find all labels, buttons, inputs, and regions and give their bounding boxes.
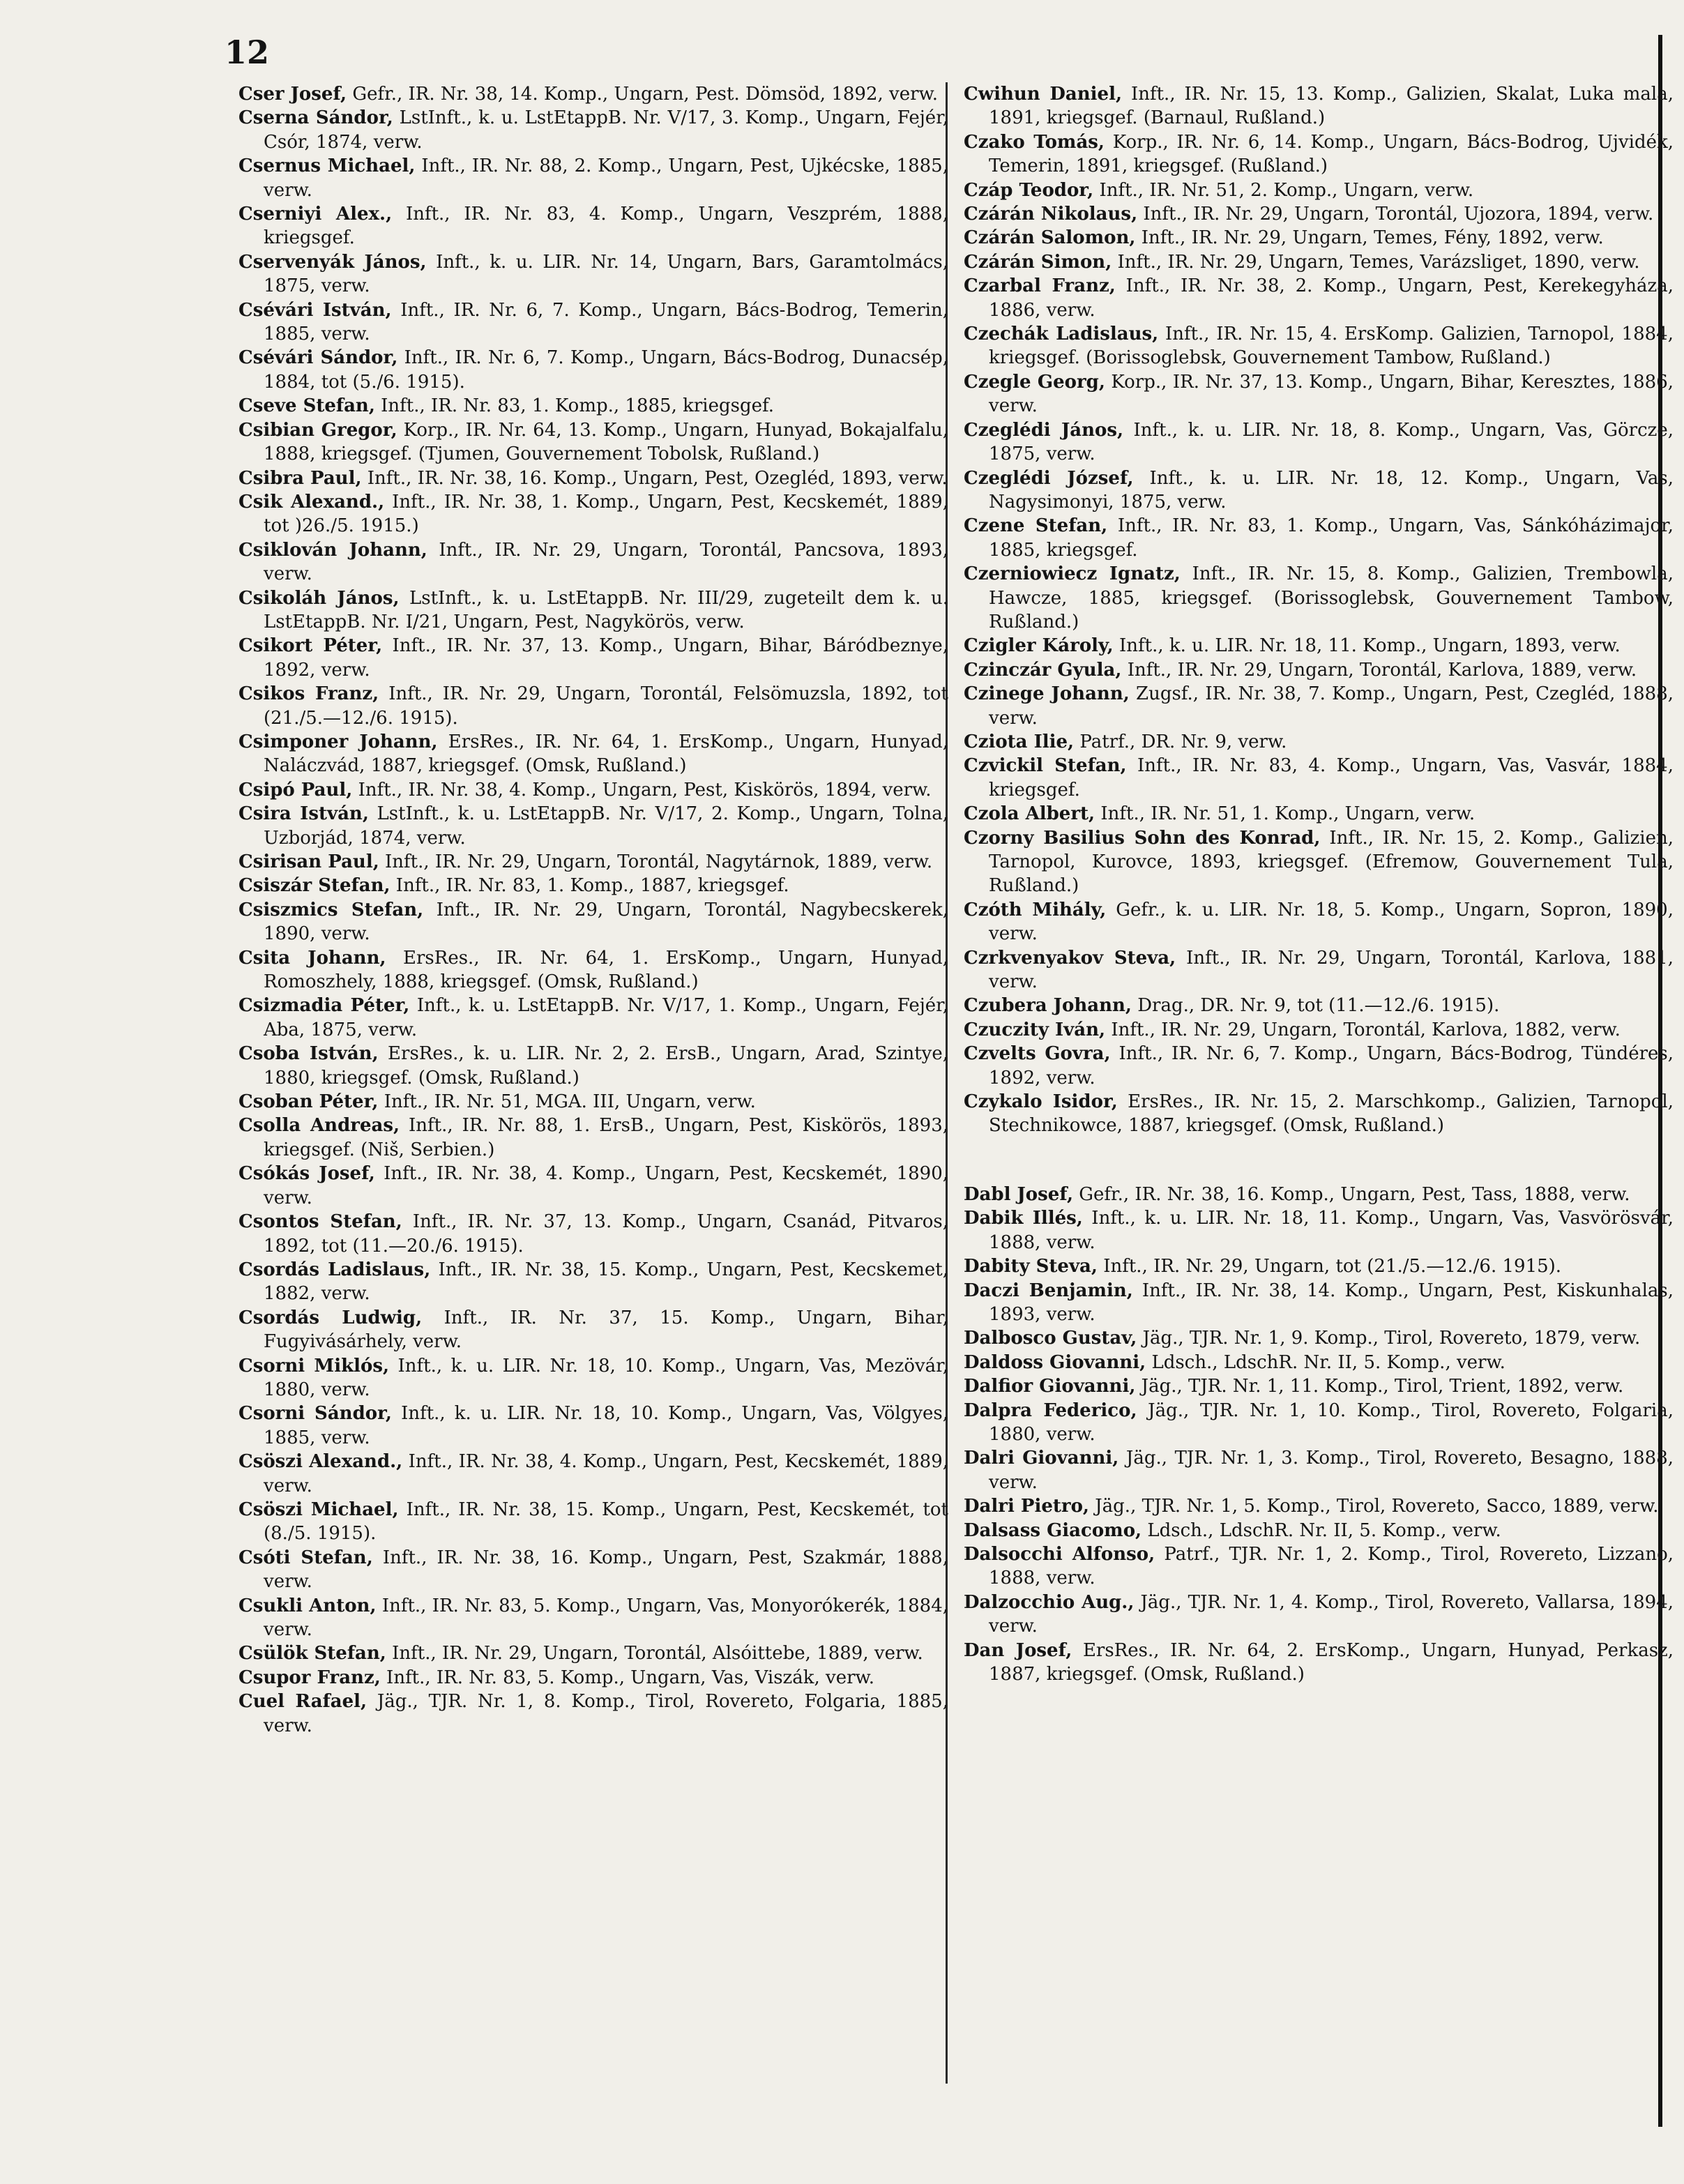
entry-details: Jäg., TJR. Nr. 1, 5. Komp., Tirol, Rovereto, Sacco, 1889, verw. — [1095, 1496, 1659, 1517]
entry-details: Inft., IR. Nr. 83, 1. Komp., Ungarn, Vas, Sánkóházimajor, 1885, kriegsgef. — [989, 515, 1674, 561]
entry-name: Dalpra Federico, — [964, 1400, 1137, 1421]
entry-details: Drag., DR. Nr. 9, tot (11.—12./6. 1915). — [1137, 995, 1500, 1017]
entry-name: Csontos Stefan, — [238, 1211, 402, 1233]
register-entry — [964, 1494, 1674, 1518]
entry-name: Csókás Josef, — [238, 1163, 375, 1185]
register-entry — [238, 250, 948, 298]
entry-name: Csiszár Stefan, — [238, 875, 390, 897]
entry-name: Csöszi Michael, — [238, 1499, 399, 1520]
entry-name: Czvelts Govra, — [964, 1043, 1111, 1065]
right-column-c-entries — [964, 82, 1674, 1138]
entry-details: Inft., k. u. LIR. Nr. 14, Ungarn, Bars, Garamtolmács, 1875, verw. — [264, 251, 948, 297]
register-entry — [238, 1210, 948, 1258]
entry-name: Dabik Illés, — [964, 1208, 1083, 1229]
entry-name: Czárán Salomon, — [964, 227, 1136, 249]
entry-name: Czrkvenyakov Steva, — [964, 947, 1176, 969]
entry-details: Inft., IR. Nr. 38, 4. Komp., Ungarn, Pest, Kecskemét, 1889, verw. — [264, 1451, 948, 1496]
register-entry — [238, 467, 948, 490]
entry-name: Csibian Gregor, — [238, 419, 397, 441]
entry-details: Inft., IR. Nr. 38, 15. Komp., Ungarn, Pest, Kecskemét, tot (8./5. 1915). — [264, 1499, 948, 1545]
entry-details: ErsRes., IR. Nr. 64, 1. ErsKomp., Ungarn, Hunyad, Naláczvád, 1887, kriegsgef. (Omsk, Rußland.) — [264, 731, 948, 777]
entry-details: LstInft., k. u. LstEtappB. Nr. III/29, zugeteilt dem k. u. LstEtappB. Nr. I/21, Ungarn, Pest, Nagykörös, verw. — [264, 587, 948, 632]
register-entry — [964, 1591, 1674, 1639]
entry-details: Korp., IR. Nr. 6, 14. Komp., Ungarn, Bács-Bodrog, Ujvidék, Temerin, 1891, kriegsgef. (Rußland.) — [989, 131, 1674, 177]
entry-details: Gefr., IR. Nr. 38, 16. Komp., Ungarn, Pest, Tass, 1888, verw. — [1079, 1183, 1630, 1205]
entry-name: Czola Albert, — [964, 803, 1095, 825]
entry-name: Dan Josef, — [964, 1639, 1072, 1661]
entry-details: Gefr., k. u. LIR. Nr. 18, 5. Komp., Ungarn, Sopron, 1890, verw. — [989, 899, 1674, 945]
register-entry — [964, 562, 1674, 634]
entry-name: Csipó Paul, — [238, 779, 353, 801]
register-entry — [964, 658, 1674, 682]
register-entry — [964, 1279, 1674, 1327]
register-entry — [964, 1090, 1674, 1138]
register-entry — [964, 802, 1674, 826]
right-column — [964, 82, 1674, 1686]
register-entry — [964, 1374, 1674, 1398]
entry-details: Inft., IR. Nr. 38, 4. Komp., Ungarn, Pest, Kecskemét, 1890, verw. — [264, 1163, 949, 1208]
entry-name: Csiklován Johann, — [238, 539, 427, 561]
entry-name: Csöszi Alexand., — [238, 1451, 403, 1473]
register-entry — [964, 730, 1674, 754]
register-entry — [964, 898, 1674, 946]
entry-name: Cseve Stefan, — [238, 395, 375, 417]
entry-details: Inft., IR. Nr. 15, 8. Komp., Galizien, Trembowla, Hawcze, 1885, kriegsgef. (Borissoglebsk, Gouvernement Tambow, Rußland.) — [989, 563, 1674, 632]
entry-name: Czako Tomás, — [964, 131, 1105, 153]
entry-name: Csévári István, — [238, 299, 392, 321]
entry-details: Inft., IR. Nr. 29, Ungarn, Torontál, Ujozora, 1894, verw. — [1143, 204, 1654, 225]
entry-name: Czvickil Stefan, — [964, 755, 1127, 777]
register-entry — [238, 1402, 948, 1450]
register-entry — [238, 106, 948, 154]
entry-name: Cwihun Daniel, — [964, 84, 1123, 105]
entry-name: Czuczity Iván, — [964, 1019, 1106, 1040]
entry-name: Csordás Ludwig, — [238, 1307, 423, 1328]
entry-details: Inft., IR. Nr. 83, 5. Komp., Ungarn, Vas, Viszák, verw. — [386, 1667, 874, 1688]
entry-details: ErsRes., IR. Nr. 64, 1. ErsKomp., Ungarn, Hunyad, Romoszhely, 1888, kriegsgef. (Omsk, Rußland.) — [264, 947, 948, 993]
register-entry — [964, 1206, 1674, 1254]
entry-name: Csorni Miklós, — [238, 1355, 390, 1377]
entry-name: Csibra Paul, — [238, 467, 362, 489]
entry-name: Dalbosco Gustav, — [964, 1328, 1137, 1349]
entry-name: Csikoláh János, — [238, 587, 400, 609]
register-entry — [238, 946, 948, 994]
entry-details: Korp., IR. Nr. 37, 13. Komp., Ungarn, Bihar, Keresztes, 1886, verw. — [989, 371, 1674, 417]
entry-details: Inft., k. u. LIR. Nr. 18, 10. Komp., Ungarn, Vas, Völgyes, 1885, verw. — [264, 1403, 949, 1448]
entry-details: Inft., IR. Nr. 38, 14. Komp., Ungarn, Pest, Kiskunhalas, 1893, verw. — [989, 1280, 1674, 1325]
right-column-d-entries — [964, 1183, 1674, 1687]
register-entry — [238, 298, 948, 347]
entry-details: Inft., IR. Nr. 29, Ungarn, Torontál, Alsóittebe, 1889, verw. — [392, 1643, 923, 1664]
register-entry — [964, 250, 1674, 274]
register-entry — [238, 850, 948, 874]
entry-details: Inft., IR. Nr. 38, 15. Komp., Ungarn, Pest, Kecskemet, 1882, verw. — [264, 1259, 948, 1305]
entry-details: Inft., IR. Nr. 88, 2. Komp., Ungarn, Pest, Ujkécske, 1885, verw. — [264, 156, 948, 201]
register-entry — [964, 1446, 1674, 1494]
register-entry — [238, 1690, 948, 1738]
entry-details: Patrf., TJR. Nr. 1, 2. Komp., Tirol, Rovereto, Lizzano, 1888, verw. — [989, 1543, 1674, 1589]
entry-name: Czarbal Franz, — [964, 275, 1116, 297]
entry-details: Inft., IR. Nr. 29, Ungarn, tot (21./5.—12./6. 1915). — [1103, 1256, 1562, 1277]
entry-name: Czárán Simon, — [964, 251, 1112, 273]
register-entry — [964, 82, 1674, 130]
page-number: 12 — [225, 33, 270, 71]
register-entry — [964, 1326, 1674, 1350]
entry-details: Inft., IR. Nr. 38, 16. Komp., Ungarn, Pest, Szakmár, 1888, verw. — [264, 1547, 948, 1593]
entry-name: Csirisan Paul, — [238, 851, 379, 872]
register-entry — [238, 1306, 948, 1354]
entry-name: Czene Stefan, — [964, 515, 1108, 537]
entry-details: Inft., IR. Nr. 83, 1. Komp., 1885, kriegsgef. — [381, 395, 774, 417]
register-entry — [964, 1183, 1674, 1206]
register-entry — [964, 1254, 1674, 1278]
entry-details: Inft., IR. Nr. 51, 1. Komp., Ungarn, verw. — [1100, 803, 1476, 825]
entry-name: Csévári Sándor, — [238, 347, 398, 369]
entry-name: Daczi Benjamin, — [964, 1280, 1133, 1301]
entry-name: Csolla Andreas, — [238, 1115, 400, 1137]
entry-name: Cser Josef, — [238, 84, 347, 105]
register-entry — [238, 1042, 948, 1090]
entry-name: Czubera Johann, — [964, 995, 1132, 1017]
register-entry — [964, 826, 1674, 898]
register-entry — [238, 82, 948, 106]
register-entry — [238, 1641, 948, 1665]
entry-name: Czegle Georg, — [964, 371, 1105, 393]
register-entry — [238, 346, 948, 394]
entry-details: Inft., IR. Nr. 29, Ungarn, Torontál, Felsömuzsla, 1892, tot (21./5.—12./6. 1915). — [264, 683, 948, 729]
register-entry — [964, 202, 1674, 226]
register-entry — [238, 874, 948, 897]
register-entry — [238, 1354, 948, 1402]
entry-details: Inft., IR. Nr. 29, Ungarn, Torontál, Karlova, 1889, verw. — [1127, 659, 1637, 681]
entry-name: Csupor Franz, — [238, 1667, 381, 1688]
entry-details: Inft., IR. Nr. 29, Ungarn, Torontál, Pancsova, 1893, verw. — [264, 539, 949, 585]
register-entry — [238, 1546, 948, 1594]
entry-details: Inft., IR. Nr. 15, 2. Komp., Galizien, Tarnopol, Kurovce, 1893, kriegsgef. (Efremow, Gouvernement Tula, Rußland.) — [989, 827, 1674, 897]
entry-name: Cuel Rafael, — [238, 1691, 367, 1713]
register-entry — [964, 994, 1674, 1017]
entry-details: Inft., k. u. LIR. Nr. 18, 12. Komp., Ungarn, Vas, Nagysimonyi, 1875, verw. — [989, 467, 1674, 513]
entry-name: Dabity Steva, — [964, 1256, 1098, 1277]
register-entry — [964, 682, 1674, 730]
entry-details: Inft., IR. Nr. 15, 4. ErsKomp. Galizien, Tarnopol, 1884, kriegsgef. (Borissoglebsk, Gouvernement Tambow, Rußland.) — [989, 324, 1674, 369]
entry-name: Csukli Anton, — [238, 1595, 377, 1616]
entry-name: Csimponer Johann, — [238, 731, 438, 752]
entry-details: Inft., IR. Nr. 88, 1. ErsB., Ungarn, Pest, Kiskörös, 1893, kriegsgef. (Niš, Serbien.) — [264, 1115, 949, 1160]
register-entry — [238, 394, 948, 418]
entry-name: Dalri Giovanni, — [964, 1448, 1119, 1469]
entry-details: Inft., IR. Nr. 29, Ungarn, Torontál, Nagybecskerek, 1890, verw. — [264, 899, 948, 945]
entry-details: Ldsch., LdschR. Nr. II, 5. Komp., verw. — [1151, 1351, 1505, 1373]
register-entry — [238, 538, 948, 586]
register-entry — [964, 130, 1674, 179]
entry-name: Czeglédi József, — [964, 467, 1134, 489]
register-entry — [964, 1042, 1674, 1090]
entry-name: Czinczár Gyula, — [964, 659, 1122, 681]
entry-name: Czerniowiecz Ignatz, — [964, 563, 1181, 585]
entry-name: Daldoss Giovanni, — [964, 1351, 1146, 1373]
entry-details: Inft., k. u. LIR. Nr. 18, 10. Komp., Ungarn, Vas, Mezövár, 1880, verw. — [264, 1355, 949, 1400]
entry-name: Csóti Stefan, — [238, 1547, 373, 1568]
entry-details: Inft., IR. Nr. 51, MGA. III, Ungarn, verw. — [384, 1091, 756, 1113]
register-entry — [238, 418, 948, 467]
entry-details: Ldsch., LdschR. Nr. II, 5. Komp., verw. — [1147, 1519, 1501, 1541]
entry-name: Czárán Nikolaus, — [964, 204, 1138, 225]
register-entry — [964, 514, 1674, 562]
entry-details: ErsRes., k. u. LIR. Nr. 2, 2. ErsB., Ungarn, Arad, Szintye, 1880, kriegsgef. (Omsk, Rußland.) — [264, 1043, 948, 1089]
entry-details: Jäg., TJR. Nr. 1, 8. Komp., Tirol, Rovereto, Folgaria, 1885, verw. — [264, 1691, 948, 1736]
entry-details: Korp., IR. Nr. 64, 13. Komp., Ungarn, Hunyad, Bokajalfalu, 1888, kriegsgef. (Tjumen, Gouvernement Tobolsk, Rußland.) — [264, 419, 949, 465]
entry-name: Dalsocchi Alfonso, — [964, 1543, 1155, 1565]
register-entry — [238, 1162, 948, 1210]
entry-details: Zugsf., IR. Nr. 38, 7. Komp., Ungarn, Pest, Czegléd, 1888, verw. — [989, 683, 1674, 729]
register-entry — [964, 322, 1674, 370]
entry-name: Csülök Stefan, — [238, 1643, 386, 1664]
entry-details: Inft., IR. Nr. 83, 1. Komp., 1887, kriegsgef. — [395, 875, 789, 897]
entry-name: Czorny Basilius Sohn des Konrad, — [964, 827, 1321, 849]
entry-details: Inft., IR. Nr. 29, Ungarn, Temes, Varázsliget, 1890, verw. — [1117, 251, 1640, 273]
entry-details: Jäg., TJR. Nr. 1, 11. Komp., Tirol, Trient, 1892, verw. — [1141, 1376, 1624, 1397]
entry-name: Csernus Michael, — [238, 156, 416, 177]
entry-name: Dabl Josef, — [964, 1183, 1073, 1205]
register-entry — [238, 202, 948, 250]
register-entry — [964, 1639, 1674, 1687]
register-entry — [964, 467, 1674, 515]
register-entry — [238, 1666, 948, 1690]
entry-name: Cziota Ilie, — [964, 731, 1075, 752]
entry-details: Inft., IR. Nr. 38, 4. Komp., Ungarn, Pest, Kiskörös, 1894, verw. — [358, 779, 932, 801]
entry-name: Czigler Károly, — [964, 635, 1114, 657]
register-entry — [238, 898, 948, 946]
register-entry — [238, 586, 948, 635]
entry-name: Csiszmics Stefan, — [238, 899, 424, 920]
register-entry — [238, 1594, 948, 1642]
entry-name: Csik Alexand., — [238, 491, 385, 513]
entry-name: Dalzocchio Aug., — [964, 1591, 1135, 1613]
entry-details: Inft., IR. Nr. 38, 16. Komp., Ungarn, Pest, Ozegléd, 1893, verw. — [367, 467, 948, 489]
entry-details: Inft., IR. Nr. 29, Ungarn, Torontál, Nagytárnok, 1889, verw. — [385, 851, 933, 872]
register-entry — [238, 1450, 948, 1498]
register-entry — [964, 179, 1674, 202]
entry-details: Patrf., DR. Nr. 9, verw. — [1079, 731, 1287, 752]
entry-details: Inft., IR. Nr. 38, 2. Komp., Ungarn, Pest, Kerekegyháza, 1886, verw. — [989, 275, 1674, 321]
register-entry — [964, 418, 1674, 467]
entry-name: Cserna Sándor, — [238, 107, 393, 129]
entry-details: Inft., IR. Nr. 6, 7. Komp., Ungarn, Bács-Bodrog, Dunacsép, 1884, tot (5./6. 1915). — [264, 347, 948, 393]
register-entry — [238, 490, 948, 538]
entry-name: Cserniyi Alex., — [238, 204, 393, 225]
register-entry — [238, 1114, 948, 1162]
entry-details: ErsRes., IR. Nr. 64, 2. ErsKomp., Ungarn, Hunyad, Perkasz, 1887, kriegsgef. (Omsk, Rußland.) — [989, 1639, 1674, 1685]
register-entry — [964, 1399, 1674, 1447]
entry-details: LstInft., k. u. LstEtappB. Nr. V/17, 3. Komp., Ungarn, Fejér, Csór, 1874, verw. — [264, 107, 949, 153]
entry-details: Inft., IR. Nr. 37, 15. Komp., Ungarn, Bihar, Fugyivásárhely, verw. — [264, 1307, 948, 1353]
entry-name: Csizmadia Péter, — [238, 995, 410, 1017]
register-entry — [964, 1519, 1674, 1542]
entry-details: Inft., IR. Nr. 6, 7. Komp., Ungarn, Bács-Bodrog, Tündéres, 1892, verw. — [989, 1043, 1674, 1089]
register-entry — [238, 154, 948, 202]
entry-name: Czechák Ladislaus, — [964, 324, 1159, 345]
register-entry — [964, 370, 1674, 418]
entry-details: Inft., IR. Nr. 83, 4. Komp., Ungarn, Vas, Vasvár, 1884, kriegsgef. — [989, 755, 1674, 801]
entry-details: ErsRes., IR. Nr. 15, 2. Marschkomp., Galizien, Tarnopol, Stechnikowce, 1887, kriegsgef. (Omsk, Rußland.) — [989, 1091, 1674, 1137]
entry-details: Jäg., TJR. Nr. 1, 3. Komp., Tirol, Rovereto, Besagno, 1888, verw. — [989, 1448, 1674, 1493]
entry-details: Inft., IR. Nr. 15, 13. Komp., Galizien, Skalat, Luka mala, 1891, kriegsgef. (Barnaul, Rußland.) — [989, 84, 1674, 129]
register-entry — [964, 1351, 1674, 1374]
entry-details: LstInft., k. u. LstEtappB. Nr. V/17, 2. Komp., Ungarn, Tolna, Uzborjád, 1874, verw. — [264, 803, 948, 849]
entry-name: Cservenyák János, — [238, 251, 427, 273]
entry-details: Inft., IR. Nr. 83, 5. Komp., Ungarn, Vas, Monyorókerék, 1884, verw. — [264, 1595, 949, 1640]
register-entry — [238, 634, 948, 682]
entry-name: Czeglédi János, — [964, 419, 1124, 441]
entry-details: Inft., IR. Nr. 38, 1. Komp., Ungarn, Pest, Kecskemét, 1889, tot )26./5. 1915.) — [264, 491, 948, 537]
entry-name: Csoba István, — [238, 1043, 379, 1065]
register-entry — [238, 994, 948, 1042]
entry-details: Jäg., TJR. Nr. 1, 10. Komp., Tirol, Rovereto, Folgaria, 1880, verw. — [989, 1400, 1674, 1445]
entry-details: Inft., IR. Nr. 29, Ungarn, Temes, Fény, 1892, verw. — [1141, 227, 1604, 249]
register-entry — [964, 274, 1674, 322]
register-entry — [238, 802, 948, 850]
register-entry — [964, 226, 1674, 250]
entry-name: Czáp Teodor, — [964, 179, 1094, 201]
section-gap — [964, 1138, 1674, 1183]
entry-name: Csikos Franz, — [238, 683, 379, 705]
register-entry — [238, 1258, 948, 1306]
register-entry — [238, 778, 948, 802]
entry-name: Czinege Johann, — [964, 683, 1130, 705]
register-entry — [238, 1498, 948, 1546]
entry-details: Inft., k. u. LIR. Nr. 18, 11. Komp., Ungarn, 1893, verw. — [1118, 635, 1621, 657]
entry-details: Inft., IR. Nr. 37, 13. Komp., Ungarn, Csanád, Pitvaros, 1892, tot (11.—20./6. 1915). — [264, 1211, 949, 1257]
entry-name: Csordás Ladislaus, — [238, 1259, 431, 1280]
entry-name: Csira István, — [238, 803, 369, 825]
entry-details: Inft., k. u. LIR. Nr. 18, 8. Komp., Ungarn, Vas, Görcze, 1875, verw. — [989, 419, 1674, 465]
entry-name: Dalsass Giacomo, — [964, 1519, 1142, 1541]
entry-details: Inft., IR. Nr. 83, 4. Komp., Ungarn, Veszprém, 1888, kriegsgef. — [264, 204, 948, 249]
entry-details: Jäg., TJR. Nr. 1, 9. Komp., Tirol, Rovereto, 1879, verw. — [1142, 1328, 1641, 1349]
entry-details: Inft., k. u. LstEtappB. Nr. V/17, 1. Komp., Ungarn, Fejér, Aba, 1875, verw. — [264, 995, 949, 1040]
entry-name: Csita Johann, — [238, 947, 386, 969]
entry-details: Inft., IR. Nr. 29, Ungarn, Torontál, Karlova, 1882, verw. — [1111, 1019, 1621, 1040]
entry-details: Inft., IR. Nr. 29, Ungarn, Torontál, Karlova, 1881, verw. — [989, 947, 1674, 993]
entry-details: Jäg., TJR. Nr. 1, 4. Komp., Tirol, Rovereto, Vallarsa, 1894, verw. — [989, 1591, 1674, 1637]
entry-details: Inft., IR. Nr. 6, 7. Komp., Ungarn, Bács-Bodrog, Temerin, 1885, verw. — [264, 299, 948, 345]
register-entry — [964, 1542, 1674, 1591]
register-entry — [238, 730, 948, 778]
entry-name: Csikort Péter, — [238, 635, 383, 657]
register-entry — [964, 946, 1674, 994]
register-entry — [964, 634, 1674, 658]
register-entry — [238, 682, 948, 730]
register-entry — [964, 1018, 1674, 1042]
entry-name: Dalfior Giovanni, — [964, 1376, 1136, 1397]
entry-details: Inft., IR. Nr. 37, 13. Komp., Ungarn, Bihar, Báródbeznye, 1892, verw. — [264, 635, 948, 681]
entry-details: Inft., k. u. LIR. Nr. 18, 11. Komp., Ungarn, Vas, Vasvörösvár, 1888, verw. — [989, 1208, 1674, 1253]
register-entry — [238, 1090, 948, 1114]
entry-name: Csoban Péter, — [238, 1091, 379, 1113]
entry-name: Dalri Pietro, — [964, 1496, 1089, 1517]
entry-name: Czykalo Isidor, — [964, 1091, 1118, 1113]
left-column — [238, 82, 948, 1738]
entry-name: Csorni Sándor, — [238, 1403, 392, 1425]
entry-name: Czóth Mihály, — [964, 899, 1107, 920]
entry-details: Gefr., IR. Nr. 38, 14. Komp., Ungarn, Pest. Dömsöd, 1892, verw. — [352, 84, 938, 105]
entry-details: Inft., IR. Nr. 51, 2. Komp., Ungarn, verw. — [1099, 179, 1474, 201]
register-entry — [964, 754, 1674, 802]
